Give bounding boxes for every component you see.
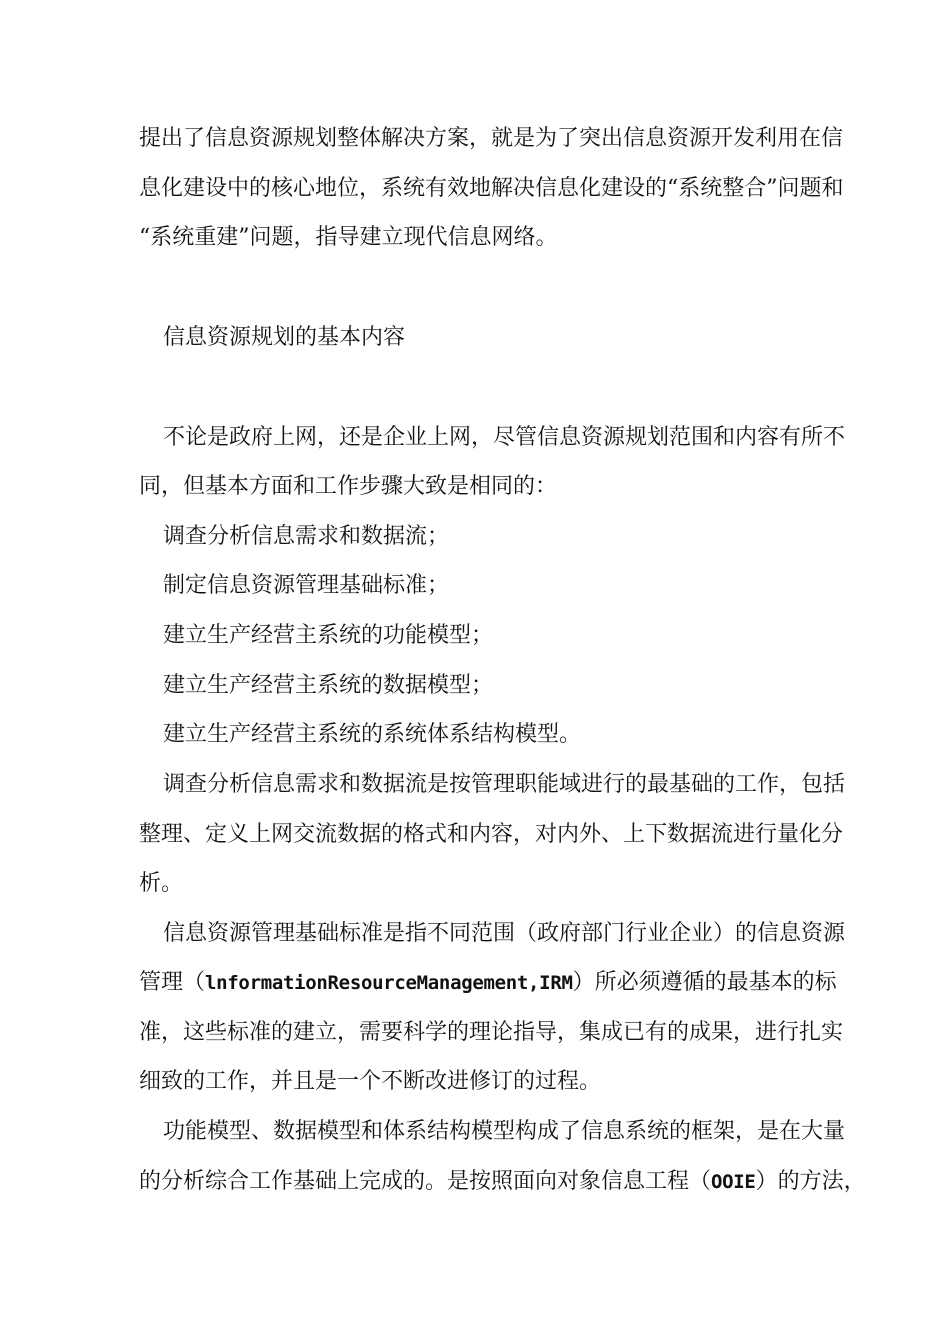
paragraph-line-6: 调查分析信息需求和数据流是按管理职能域进行的最基础的工作，包括	[163, 772, 846, 797]
paragraph-line-3: “系统重建”问题，指导建立现代信息网络。	[139, 225, 558, 250]
paragraph-line-2: 息化建设中的核心地位，系统有效地解决信息化建设的“系统整合”问题和	[139, 176, 844, 201]
paragraph-line-7: 整理、定义上网交流数据的格式和内容，对内外、上下数据流进行量化分	[139, 822, 844, 847]
text-segment: ）的方法，	[755, 1169, 866, 1194]
text-segment: ）所必须遵循的最基本的标	[572, 970, 837, 995]
paragraph-line-11: 准，这些标准的建立，需要科学的理论指导，集成已有的成果，进行扎实	[139, 1020, 844, 1045]
irm-term: lnformationResourceManagement,IRM	[205, 972, 573, 994]
list-item-1: 调查分析信息需求和数据流；	[163, 524, 450, 549]
text-segment: 的分析综合工作基础上完成的。是按照面向对象信息工程（	[139, 1169, 712, 1194]
paragraph-line-10	[139, 968, 859, 998]
paragraph-line-13: 功能模型、数据模型和体系结构模型构成了信息系统的框架，是在大量	[163, 1119, 846, 1144]
paragraph-line-9: 信息资源管理基础标准是指不同范围（政府部门行业企业）的信息资源	[163, 921, 846, 946]
paragraph-line-4: 不论是政府上网，还是企业上网，尽管信息资源规划范围和内容有所不	[163, 425, 846, 450]
list-item-4: 建立生产经营主系统的数据模型；	[163, 673, 494, 698]
list-item-2: 制定信息资源管理基础标准；	[163, 573, 450, 598]
ooie-term: OOIE	[711, 1171, 756, 1193]
paragraph-line-14	[139, 1167, 866, 1197]
paragraph-line-5: 同，但基本方面和工作步骤大致是相同的：	[139, 474, 558, 499]
paragraph-line-8: 析。	[139, 871, 184, 896]
list-item-5: 建立生产经营主系统的系统体系结构模型。	[163, 722, 582, 747]
text-segment: 管理（	[139, 970, 206, 995]
list-item-3: 建立生产经营主系统的功能模型；	[163, 623, 494, 648]
section-heading: 信息资源规划的基本内容	[163, 325, 406, 350]
paragraph-line-12: 细致的工作，并且是一个不断改进修订的过程。	[139, 1069, 602, 1094]
paragraph-line-1: 提出了信息资源规划整体解决方案，就是为了突出信息资源开发利用在信	[139, 126, 844, 151]
